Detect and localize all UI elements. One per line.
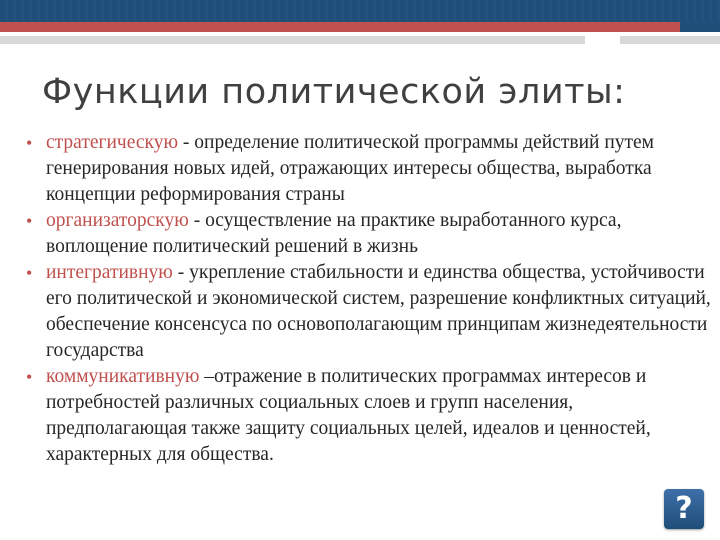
bullet-icon: • (26, 133, 33, 153)
item-text: - осуществление на практике выработанного курса, воплощение политический решений в жизнь (46, 210, 622, 257)
bullet-icon: • (26, 211, 33, 231)
item-term: коммуникативную (46, 366, 200, 387)
item-term: интегративную (46, 262, 173, 283)
item-term: стратегическую (46, 132, 179, 153)
top-bar-stripe (0, 0, 720, 22)
top-bar-grey-right (620, 36, 720, 44)
top-bar-red-cap (680, 22, 720, 32)
bullet-icon: • (26, 367, 33, 387)
list-item-integrative (0, 260, 720, 364)
item-text: –отражение в политических программах интересов и потребностей различных социальных слоев и групп населения, предполагающая также защиту социальных целей, идеалов и ценностей, характерных для общества. (46, 366, 651, 465)
top-bar-red (0, 22, 680, 32)
list-item-communicative (0, 364, 720, 468)
functions-list (0, 130, 720, 468)
list-item-organizational (0, 208, 720, 260)
top-bar-grey (0, 36, 585, 44)
item-term: организаторскую (46, 210, 189, 231)
item-text: - укрепление стабильности и единства общества, устойчивости его политической и экономической систем, разрешение конфликтных ситуаций, обеспечение консенсуса по основополагающим принципам жизнедеятельности государства (46, 262, 711, 361)
question-icon: ? (675, 491, 693, 526)
slide-title: Функции политической элиты: (42, 72, 626, 112)
help-button[interactable] (664, 489, 704, 529)
list-item-strategic (0, 130, 720, 208)
bullet-icon: • (26, 263, 33, 283)
item-text: - определение политической программы действий путем генерирования новых идей, отражающих интересы общества, выработка концепции реформирования страны (46, 132, 655, 205)
